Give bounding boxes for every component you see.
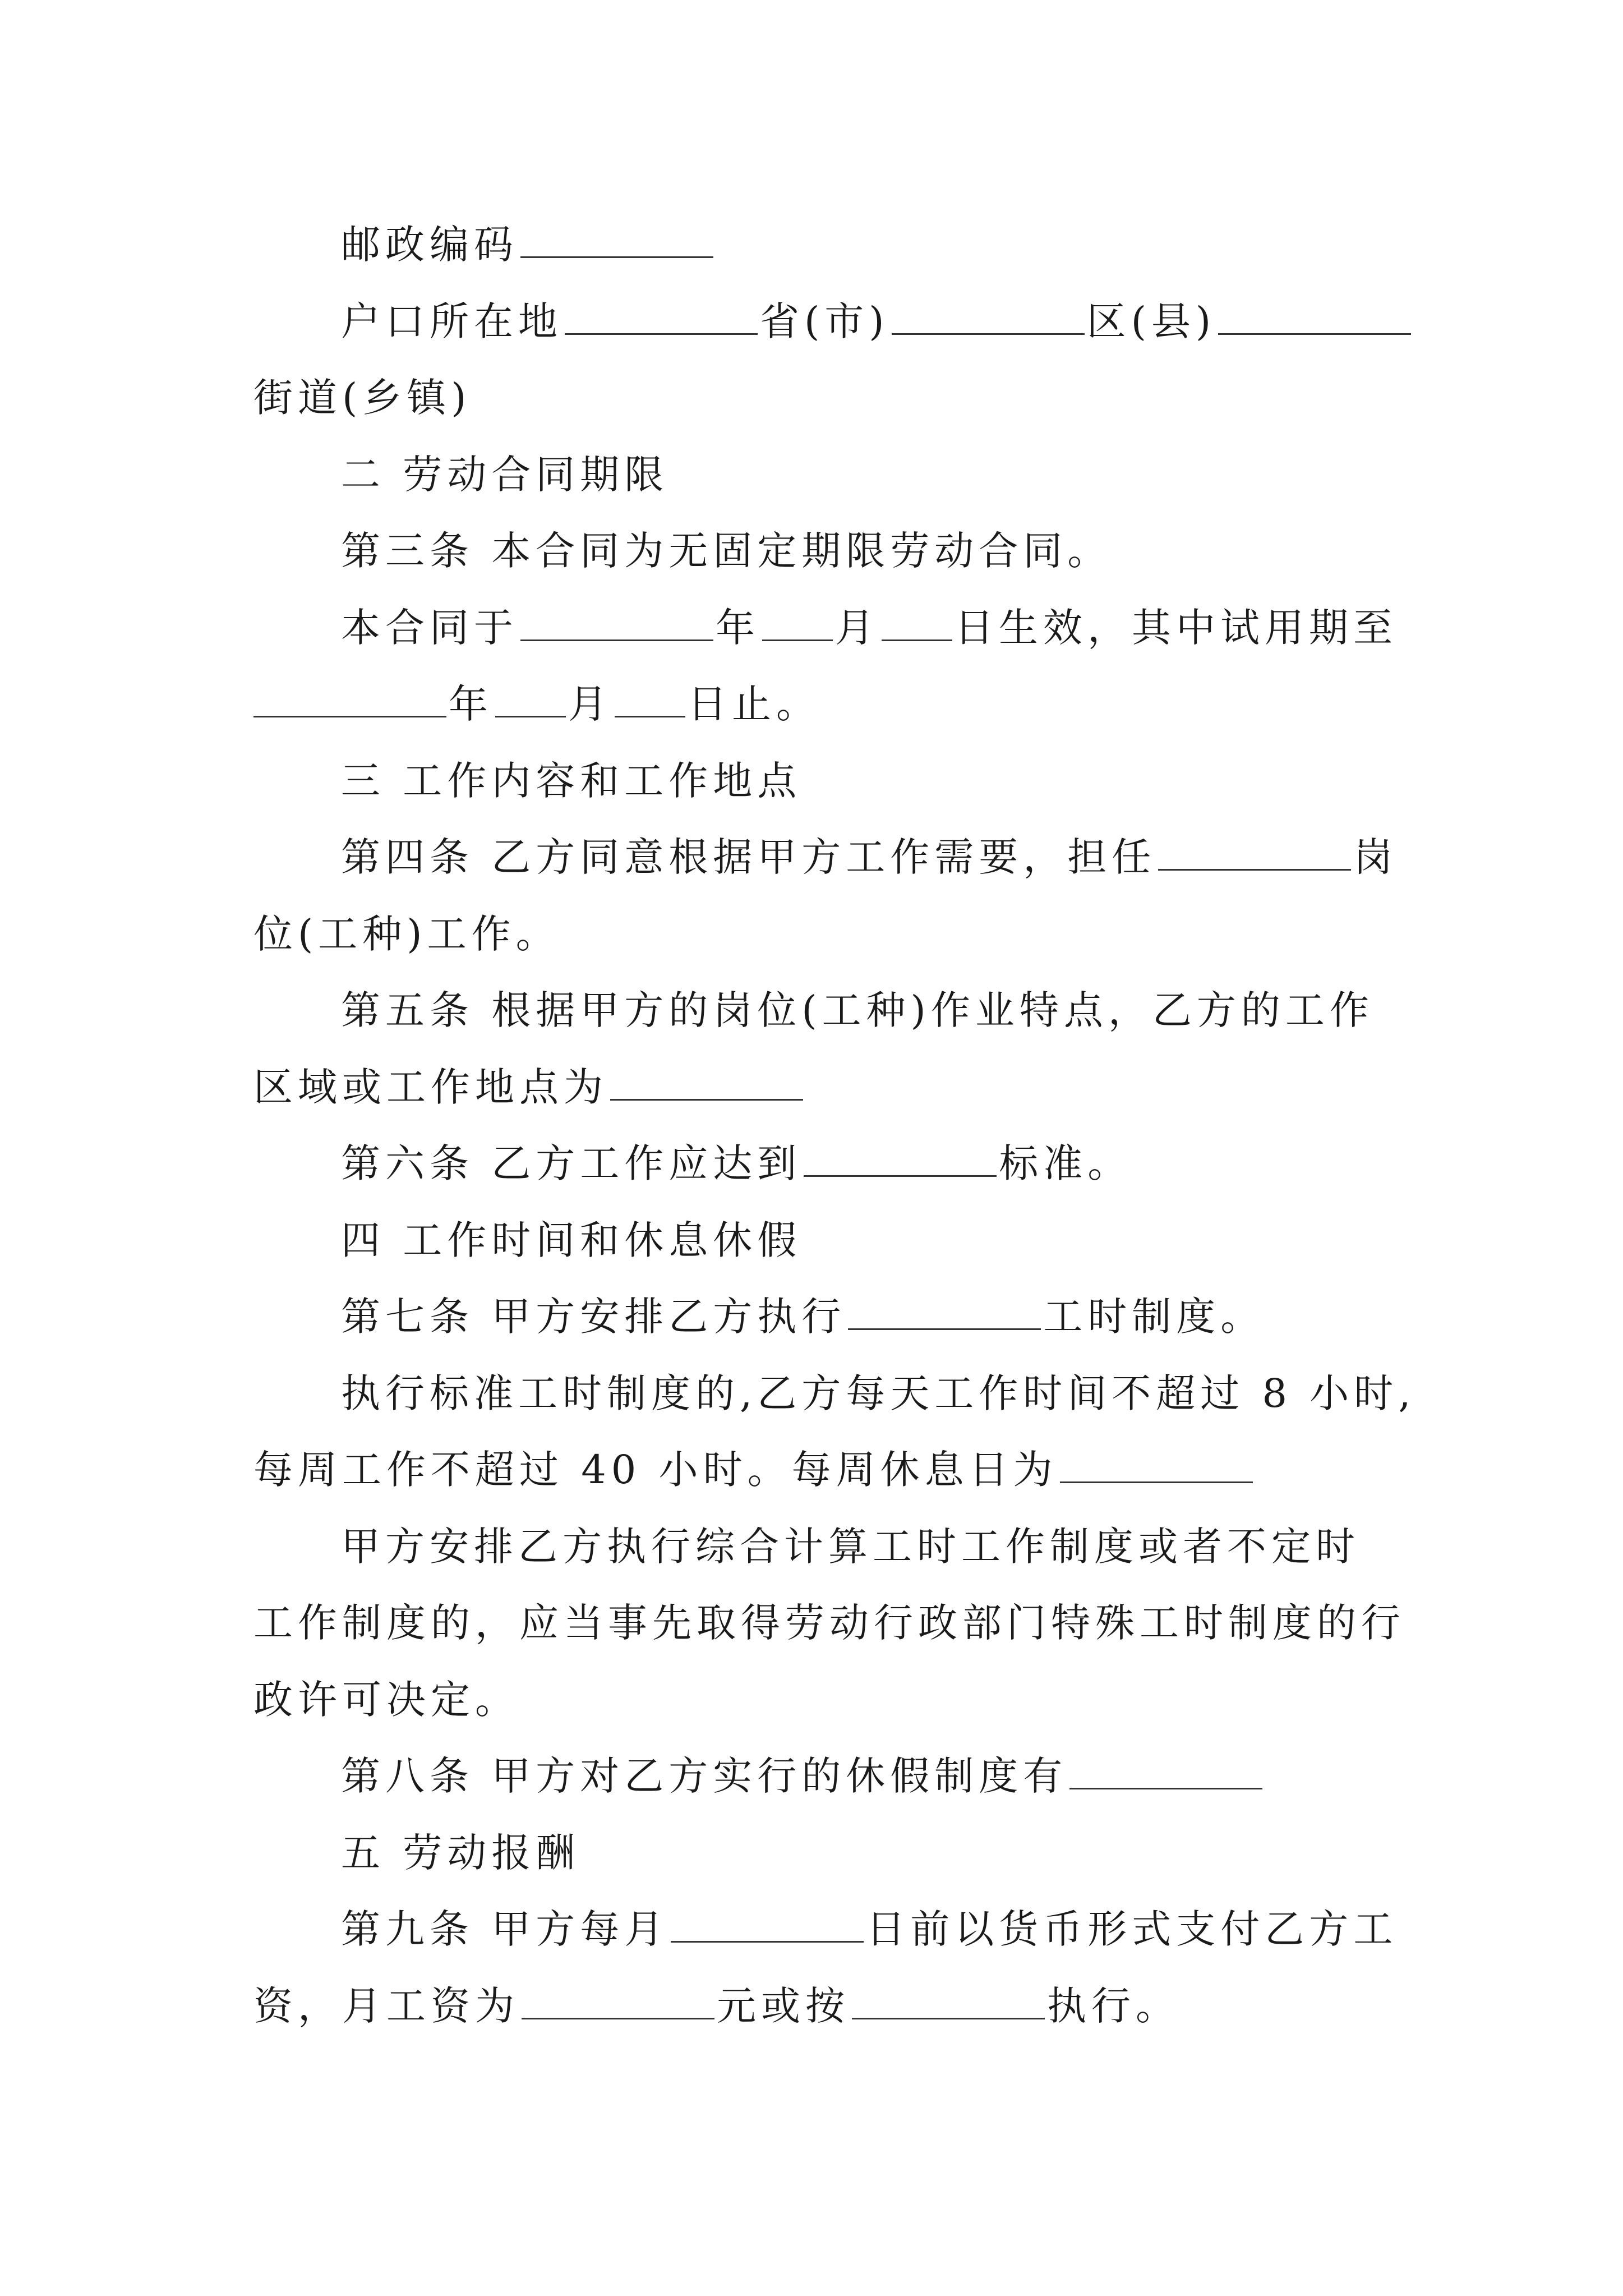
year-label: 年 xyxy=(716,605,760,651)
section-two-text: 二 劳动合同期限 xyxy=(341,452,669,498)
effective-day-blank[interactable] xyxy=(882,639,952,641)
article-nine xyxy=(341,1906,1398,1952)
article-four-cont-text: 位(工种)工作。 xyxy=(253,911,560,957)
salary-basis-blank[interactable] xyxy=(852,2017,1045,2019)
salary-amount-blank[interactable] xyxy=(522,2017,714,2019)
year-label: 年 xyxy=(449,681,493,727)
section-five-text: 五 劳动报酬 xyxy=(341,1830,580,1876)
section-four-text: 四 工作时间和休息休假 xyxy=(341,1217,802,1263)
work-location-blank[interactable] xyxy=(610,1098,803,1101)
section-five-heading xyxy=(341,1830,1381,1876)
effective-year-blank[interactable] xyxy=(520,639,713,641)
end-label: 日止。 xyxy=(688,681,820,727)
month-label: 月 xyxy=(835,605,879,651)
standard-hours-text: 执行标准工时制度的,乙方每天工作时间不超过 8 小时, xyxy=(341,1370,1416,1416)
effective-date-line xyxy=(341,605,1398,651)
province-blank[interactable] xyxy=(565,333,758,335)
section-four-heading xyxy=(341,1217,1381,1263)
salary-or-label: 元或按 xyxy=(717,1983,850,2029)
flexible-hours-end-text: 政许可决定。 xyxy=(253,1677,519,1723)
hukou-line xyxy=(341,298,1381,344)
flexible-hours-cont xyxy=(253,1600,1405,1646)
vacation-blank[interactable] xyxy=(1069,1787,1262,1789)
position-blank[interactable] xyxy=(1158,868,1351,871)
weekly-rest-label: 每周工作不超过 40 小时。每周休息日为 xyxy=(253,1447,1058,1493)
standard-hours-line xyxy=(341,1370,1416,1416)
article-three xyxy=(341,528,1381,574)
article-four-cont xyxy=(253,911,1381,957)
probation-month-blank[interactable] xyxy=(495,715,566,717)
probation-end-line xyxy=(253,681,1381,727)
pay-day-blank[interactable] xyxy=(671,1940,864,1943)
effective-month-blank[interactable] xyxy=(762,639,833,641)
work-location-label: 区域或工作地点为 xyxy=(253,1064,608,1110)
article-six xyxy=(341,1140,1381,1186)
postal-code-label: 邮政编码 xyxy=(341,222,518,268)
month-label: 月 xyxy=(568,681,612,727)
article-seven-text: 第七条 甲方安排乙方执行 xyxy=(341,1294,846,1340)
article-three-text: 第三条 本合同为无固定期限劳动合同。 xyxy=(341,528,1112,574)
section-three-heading xyxy=(341,758,1381,804)
postal-code-line xyxy=(341,222,1381,268)
section-two-heading xyxy=(341,452,1381,498)
probation-day-blank[interactable] xyxy=(615,715,685,717)
salary-line xyxy=(253,1983,1381,2029)
article-six-text: 第六条 乙方工作应达到 xyxy=(341,1140,802,1186)
flexible-hours-line xyxy=(341,1524,1381,1570)
postal-code-blank[interactable] xyxy=(520,256,713,258)
article-nine-cont: 日前以货币形式支付乙方工 xyxy=(866,1906,1398,1952)
weekly-rest-blank[interactable] xyxy=(1060,1481,1253,1483)
street-label: 街道(乡镇) xyxy=(253,375,472,421)
street-line xyxy=(253,375,1381,421)
province-label: 省(市) xyxy=(760,298,889,344)
hukou-label: 户口所在地 xyxy=(341,298,562,344)
street-blank[interactable] xyxy=(1218,333,1411,335)
district-label: 区(县) xyxy=(1086,298,1216,344)
article-eight xyxy=(341,1753,1381,1799)
article-seven xyxy=(341,1294,1381,1340)
flexible-hours-text: 甲方安排乙方执行综合计算工时工作制度或者不定时 xyxy=(341,1524,1360,1570)
flexible-hours-cont-text: 工作制度的，应当事先取得劳动行政部门特殊工时制度的行 xyxy=(253,1600,1405,1646)
work-hours-suffix: 工时制度。 xyxy=(1043,1294,1265,1340)
article-nine-text: 第九条 甲方每月 xyxy=(341,1906,669,1952)
position-suffix: 岗 xyxy=(1353,834,1398,880)
article-four xyxy=(341,834,1398,880)
district-blank[interactable] xyxy=(892,333,1085,335)
article-eight-text: 第八条 甲方对乙方实行的休假制度有 xyxy=(341,1753,1068,1799)
article-five xyxy=(341,987,1381,1033)
probation-year-blank[interactable] xyxy=(253,715,446,717)
section-three-text: 三 工作内容和工作地点 xyxy=(341,758,802,804)
article-four-text: 第四条 乙方同意根据甲方工作需要，担任 xyxy=(341,834,1156,880)
weekly-rest-line xyxy=(253,1447,1381,1493)
effective-label: 本合同于 xyxy=(341,605,518,651)
work-hours-system-blank[interactable] xyxy=(848,1328,1041,1330)
flexible-hours-end xyxy=(253,1677,1381,1723)
standard-blank[interactable] xyxy=(804,1175,997,1177)
salary-label: 资，月工资为 xyxy=(253,1983,519,2029)
probation-label: 日生效，其中试用期至 xyxy=(955,605,1398,651)
standard-suffix: 标准。 xyxy=(999,1140,1132,1186)
salary-suffix: 执行。 xyxy=(1047,1983,1180,2029)
article-five-cont xyxy=(253,1064,1381,1110)
article-five-text: 第五条 根据甲方的岗位(工种)作业特点，乙方的工作 xyxy=(341,987,1374,1033)
